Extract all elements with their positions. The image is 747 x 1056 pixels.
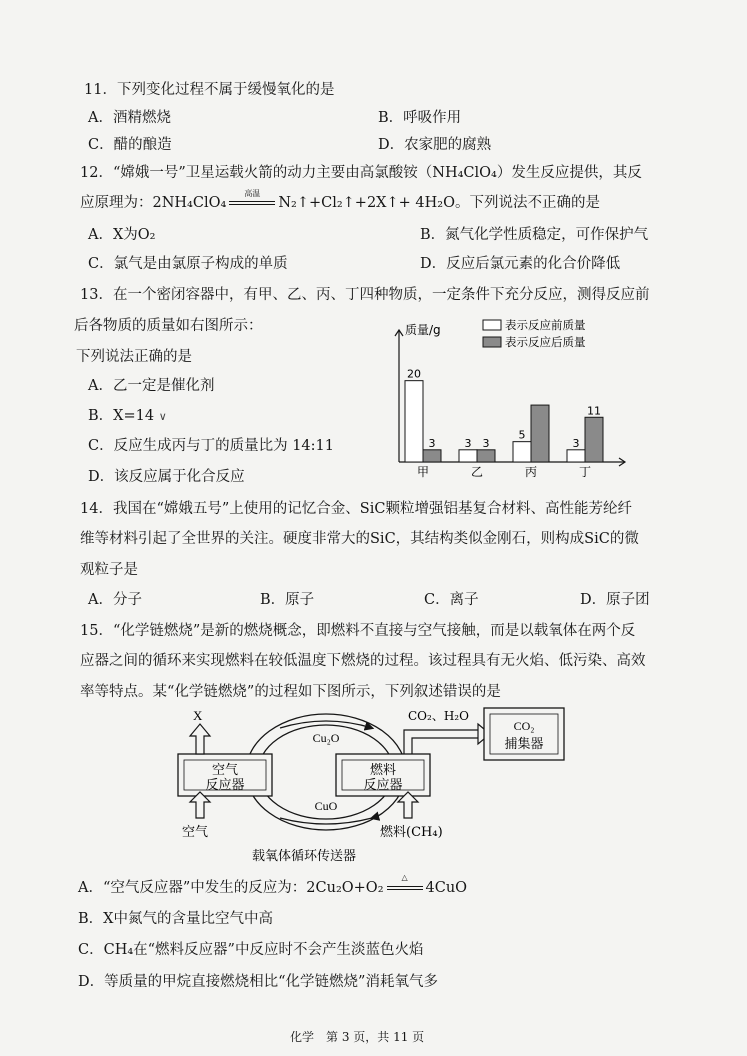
bar-label-1-0: 3: [428, 436, 436, 450]
q13-option-d[interactable]: D．该反应属于化合反应: [88, 469, 245, 485]
q14-stem-line2: 维等材料引起了全世界的关注。硬度非常大的SiC，其结构类似金刚石，则构成SiC的微: [80, 531, 639, 547]
q15-option-b[interactable]: B．X中氮气的含量比空气中高: [78, 911, 273, 927]
bar-before-0: [405, 381, 423, 462]
page-footer: 化学 第 3 页，共 11 页: [290, 1030, 425, 1044]
q15-option-d[interactable]: D．等质量的甲烷直接燃烧相比“化学链燃烧”消耗氧气多: [78, 974, 438, 990]
q11-option-a[interactable]: A．酒精燃烧: [88, 110, 171, 126]
q13-option-b[interactable]: [88, 404, 167, 425]
q12-option-a[interactable]: A．X为O₂: [88, 227, 156, 243]
y-axis-label: 质量/g: [405, 323, 441, 337]
q13-option-b-text: B．X=14: [88, 408, 155, 424]
legend-before-label: 表示反应前质量: [505, 318, 586, 332]
bar-label-0-0: 20: [407, 367, 421, 381]
bar-label-0-1: 3: [464, 436, 472, 450]
category-label-3: 丁: [578, 465, 592, 479]
q12-option-b[interactable]: B．氮气化学性质稳定，可作保护气: [420, 227, 649, 243]
q12-equation-right: N₂↑+Cl₂↑+2X↑+ 4H₂O。下列说法不正确的是: [278, 195, 600, 211]
q14-option-d[interactable]: D．原子团: [580, 592, 650, 608]
q15-stem-line1: 15．“化学链燃烧”是新的燃烧概念，即燃料不直接与空气接触，而是以载氧体在两个反: [80, 623, 636, 639]
fuel-input-label: 燃料(CH₄): [380, 825, 443, 840]
check-mark: ∨: [158, 410, 167, 423]
fuel-reactor-label-1: 燃料: [369, 763, 397, 778]
q13-stem-line3: 下列说法正确的是: [76, 349, 192, 365]
q14-stem-line3: 观粒子是: [80, 562, 138, 578]
mass-bar-chart: [385, 318, 635, 488]
cu2o-label: Cu₂O: [312, 731, 340, 745]
bar-label-0-3: 3: [572, 436, 580, 450]
q15-condition: △: [401, 873, 408, 882]
q15-option-a[interactable]: [78, 873, 468, 897]
capture-label-2: 捕集器: [504, 737, 544, 752]
bar-before-1: [459, 450, 477, 462]
legend-after-label: 表示反应后质量: [505, 335, 586, 349]
chemical-looping-diagram: [160, 706, 580, 866]
q15-reaction-arrow: [387, 873, 423, 895]
bar-after-0: [423, 450, 441, 462]
q15-option-a-left: A．“空气反应器”中发生的反应为：2Cu₂O+O₂: [78, 880, 384, 896]
fuel-reactor-label-2: 反应器: [363, 778, 403, 793]
co2-capture-box: [484, 708, 564, 760]
q13-option-c[interactable]: C．反应生成丙与丁的质量比为 14:11: [88, 438, 334, 454]
q13-stem-line1: 13．在一个密闭容器中，有甲、乙、丙、丁四种物质，一定条件下充分反应，测得反应前: [80, 287, 650, 303]
q12-equation-left: 应原理为：2NH₄ClO₄: [80, 195, 227, 211]
q12-stem-line1: 12．“嫦娥一号”卫星运载火箭的动力主要由高氯酸铵（NH₄ClO₄）发生反应提供，其反: [80, 165, 642, 181]
bar-label-0-2: 5: [518, 428, 526, 442]
q14-option-c[interactable]: C．离子: [424, 592, 479, 608]
q11-option-d[interactable]: D．农家肥的腐熟: [378, 137, 492, 153]
legend-after-swatch: [483, 337, 501, 347]
cuo-label: CuO: [314, 799, 338, 813]
q15-option-c[interactable]: C．CH₄在“燃料反应器”中反应时不会产生淡蓝色火焰: [78, 942, 424, 958]
q14-option-a[interactable]: A．分子: [88, 592, 142, 608]
q15-stem-line3: 率等特点。某“化学链燃烧”的过程如下图所示，下列叙述错误的是: [80, 684, 501, 700]
capture-label-1: CO₂: [513, 719, 535, 733]
q11-option-c[interactable]: C．醋的酿造: [88, 137, 172, 153]
bar-after-3: [585, 417, 603, 462]
diagram-caption: 载氧体循环传送器: [251, 849, 357, 864]
q11-option-b[interactable]: B．呼吸作用: [378, 110, 462, 126]
bar-label-1-3: 11: [587, 404, 601, 418]
q12-condition: 高温: [244, 189, 261, 198]
air-input-label: 空气: [182, 825, 209, 840]
bar-before-2: [513, 442, 531, 462]
q15-option-a-right: 4CuO: [425, 880, 468, 896]
q12-reaction-arrow: [229, 189, 275, 210]
q14-stem-line1: 14．我国在“嫦娥五号”上使用的记忆合金、SiC颗粒增强铝基复合材料、高性能芳纶纤: [80, 501, 632, 517]
category-label-0: 甲: [416, 465, 430, 479]
q13-option-a[interactable]: A．乙一定是催化剂: [88, 378, 215, 394]
q12-option-c[interactable]: C．氯气是由氯原子构成的单质: [88, 256, 288, 272]
bar-after-1: [477, 450, 495, 462]
category-label-2: 丙: [524, 465, 538, 479]
q13-stem-line2: 后各物质的质量如右图所示：: [74, 318, 263, 334]
gas-output-label: CO₂、H₂O: [408, 709, 469, 723]
x-outlet-arrow: [190, 724, 210, 754]
category-label-1: 乙: [470, 465, 484, 479]
bar-label-1-1: 3: [482, 436, 490, 450]
q12-stem-line2: [80, 191, 600, 212]
q14-option-b[interactable]: B．原子: [260, 592, 315, 608]
q11-stem: 11．下列变化过程不属于缓慢氧化的是: [84, 82, 335, 98]
bar-after-2: [531, 405, 549, 462]
legend-before-swatch: [483, 320, 501, 330]
air-reactor-label-1: 空气: [211, 763, 239, 778]
x-label: X: [193, 708, 203, 723]
q12-option-d[interactable]: D．反应后氯元素的化合价降低: [420, 256, 621, 272]
air-reactor-label-2: 反应器: [205, 778, 245, 793]
bar-before-3: [567, 450, 585, 462]
q15-stem-line2: 应器之间的循环来实现燃料在较低温度下燃烧的过程。该过程具有无火焰、低污染、高效: [80, 653, 646, 669]
